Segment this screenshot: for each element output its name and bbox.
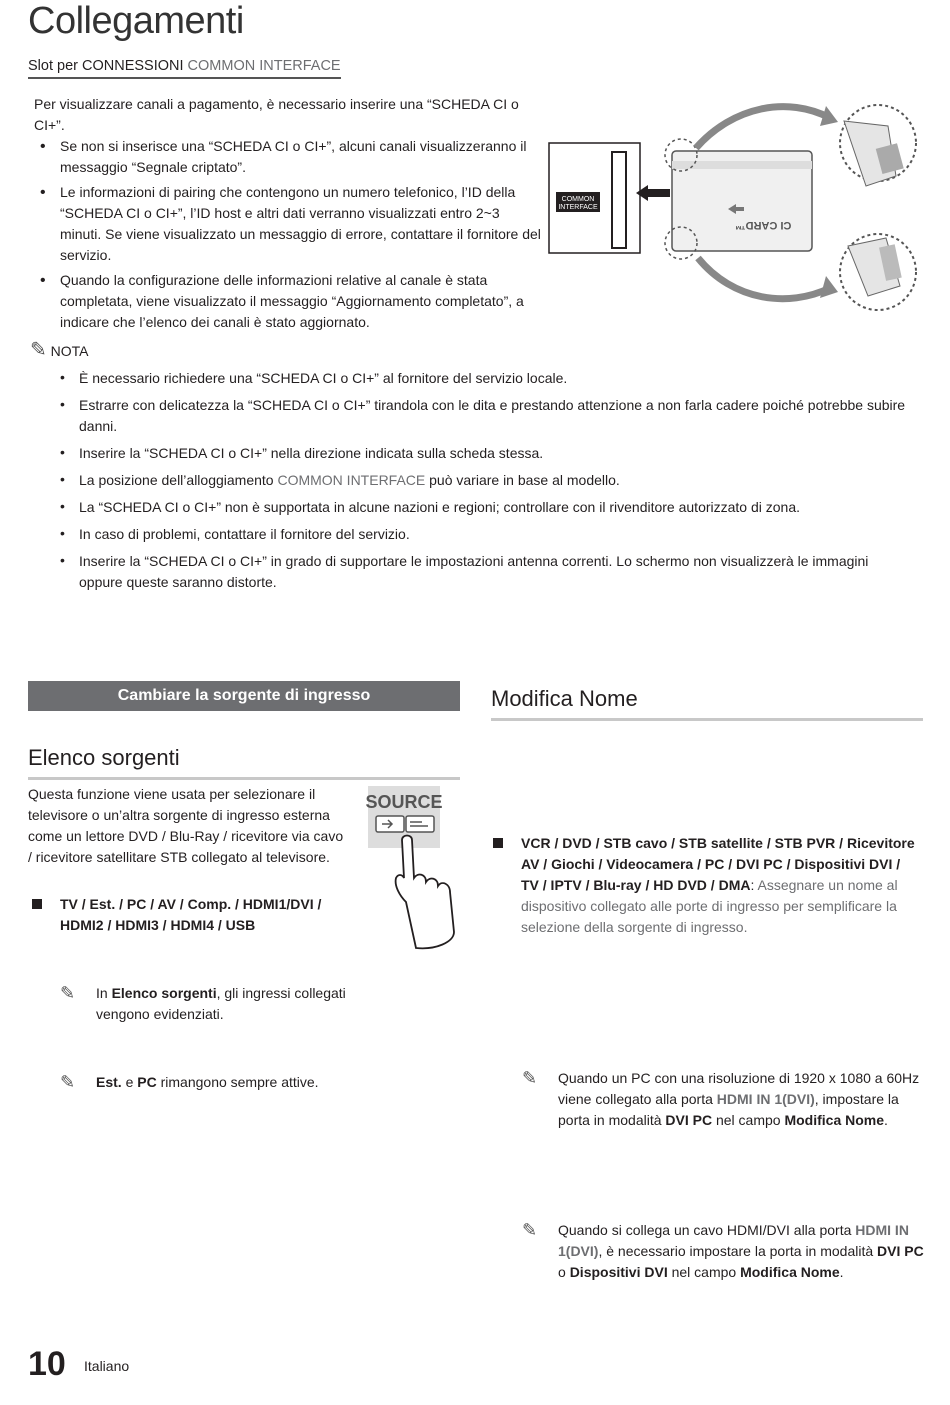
pencil-icon: ✎ bbox=[60, 1072, 76, 1092]
pencil-icon: ✎ bbox=[522, 1068, 538, 1088]
hand-press-illustration bbox=[366, 782, 470, 952]
ci-bullet: • Se non si inserisce una “SCHEDA CI o CI+”, alcuni canali visualizzeranno il messaggio “Segnale criptato”. bbox=[30, 136, 544, 178]
ci-body bbox=[34, 94, 544, 333]
ci-card-label: CI CARD™ bbox=[734, 219, 792, 231]
rename-list-item: VCR / DVD / STB cavo / STB satellite / STB PVR / Ricevitore AV / Giochi / Videocamera / PC / DVI PC / Dispositivi DVI / TV / IPTV / Blu-ray / HD DVD / DMA: Assegnare un nome al dispositivo collegato alle porte di ingresso per semplificare la selezione della sorgente di ingresso. bbox=[491, 833, 921, 938]
port-label-line1: COMMON bbox=[561, 196, 595, 203]
source-list-item: TV / Est. / PC / AV / Comp. / HDMI1/DVI / HDMI2 / HDMI3 / HDMI4 / USB bbox=[30, 894, 366, 936]
source-label: SOURCE bbox=[366, 792, 443, 812]
pencil-icon: ✎ bbox=[522, 1220, 538, 1240]
ci-card-figure bbox=[548, 96, 928, 318]
pencil-icon: ✎ bbox=[60, 983, 76, 1003]
source-body: Questa funzione viene usata per selezionare il televisore o un’altra sorgente di ingresso esterna come un lettore DVD / Blu-Ray / ricevitore via cavo / ricevitore satellitare STB collegato al televisore. bbox=[28, 786, 344, 865]
ci-heading-accent: COMMON INTERFACE bbox=[187, 58, 341, 74]
source-note-1: ✎ In Elenco sorgenti, gli ingressi collegati vengono evidenziati. bbox=[60, 983, 346, 1022]
ci-slot-heading bbox=[28, 58, 341, 79]
page-number: 10 bbox=[28, 1345, 66, 1383]
port-label-line2: INTERFACE bbox=[558, 204, 598, 211]
ci-heading-prefix: Slot per CONNESSIONI bbox=[28, 58, 184, 74]
ci-bullet: • Le informazioni di pairing che contengono un numero telefonico, l’ID della “SCHEDA CI o CI+”, l’ID host e altri dati verranno visualizzati entro 2~3 minuti. Se viene visualizzato un messaggio di errore, contattare il fornitore del servizio. bbox=[30, 182, 544, 266]
source-section-bar: Cambiare la sorgente di ingresso bbox=[28, 681, 460, 711]
nota-label: NOTA bbox=[50, 343, 89, 359]
modifica-nome-heading: Modifica Nome bbox=[491, 686, 923, 721]
ci-card-stripe bbox=[672, 161, 812, 169]
nota-item: • La “SCHEDA CI o CI+” non è supportata in alcune nazioni e regioni; controllare con il rivenditore autorizzato di zona. bbox=[30, 497, 910, 518]
page-language: Italiano bbox=[84, 1358, 130, 1374]
page-title: Collegamenti bbox=[28, 0, 244, 42]
ci-bullet: • Quando la configurazione delle informazioni relative al canale è stata completata, viene visualizzato il messaggio “Aggiornamento completato”, a indicare che l’elenco dei canali è stato aggiornato. bbox=[30, 270, 544, 333]
rename-note-1: ✎ Quando un PC con una risoluzione di 1920 x 1080 a 60Hz viene collegato alla porta HDMI IN 1(DVI), impostare la porta in modalità DVI PC nel campo Modifica Nome. bbox=[522, 1068, 920, 1128]
hand bbox=[396, 836, 454, 949]
nota-item: • Inserire la “SCHEDA CI o CI+” nella direzione indicata sulla scheda stessa. bbox=[30, 443, 910, 464]
rename-note-2: ✎ Quando si collega un cavo HDMI/DVI alla porta HDMI IN 1(DVI), è necessario impostare la porta in modalità DVI PC o Dispositivi DVI nel campo Modifica Nome. bbox=[522, 1220, 924, 1280]
nota-item: • Inserire la “SCHEDA CI o CI+” in grado di supportare le impostazioni antenna correnti. Lo schermo non visualizzerà le immagini oppure queste saranno distorte. bbox=[30, 551, 910, 593]
nota-item: • In caso di problemi, contattare il fornitore del servizio. bbox=[30, 524, 910, 545]
pencil-icon: ✎ bbox=[30, 339, 47, 361]
curve-arrow-top bbox=[696, 107, 830, 148]
insert-arrow bbox=[636, 185, 670, 201]
ci-card-illustration bbox=[548, 96, 928, 318]
ci-slot bbox=[612, 152, 626, 248]
nota-item: • È necessario richiedere una “SCHEDA CI o CI+” al fornitore del servizio locale. bbox=[30, 368, 910, 389]
source-list-heading: Elenco sorgenti bbox=[28, 745, 460, 780]
ci-intro: Per visualizzare canali a pagamento, è necessario inserire una “SCHEDA CI o CI+”. bbox=[34, 96, 519, 133]
nota-item: • La posizione dell’alloggiamento COMMON INTERFACE può variare in base al modello. bbox=[30, 470, 910, 491]
nota-block bbox=[30, 340, 910, 599]
remote-source-figure bbox=[366, 782, 470, 952]
curve-arrow-bottom bbox=[698, 258, 830, 299]
nota-item: • Estrarre con delicatezza la “SCHEDA CI o CI+” tirandola con le dita e prestando attenzione a non farla cadere poiché potrebbe subire danni. bbox=[30, 395, 910, 437]
source-note-2: ✎ Est. e PC rimangono sempre attive. bbox=[60, 1072, 319, 1092]
